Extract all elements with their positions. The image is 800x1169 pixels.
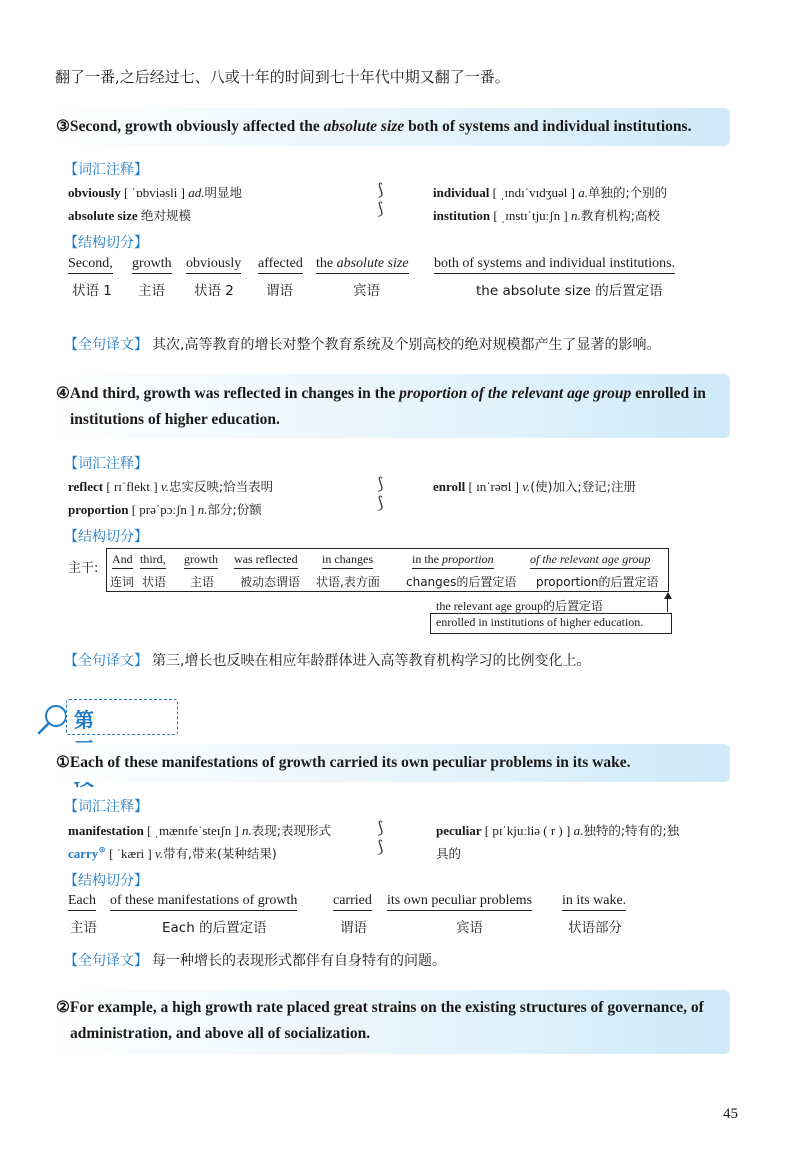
segment-label: 谓语	[266, 283, 293, 299]
segment-label: 状语部分	[568, 920, 622, 936]
structure-label: 【结构切分】	[64, 873, 148, 889]
top-line: 翻了一番,之后经过七、八或十年的时间到七十年代中期又翻了一番。	[55, 68, 510, 86]
section-title: 第	[74, 708, 94, 732]
box-label: 连词	[110, 575, 135, 589]
box-label: changes的后置定语	[406, 575, 517, 589]
box-word: growth	[184, 552, 218, 569]
segment-label: 状语 2	[194, 283, 234, 299]
vocab-item: absolute size 绝对规模	[68, 208, 191, 223]
segment: the absolute size	[316, 256, 409, 274]
segment-label: 宾语	[456, 920, 483, 936]
sentence-3: ③Second, growth obviously affected the absolute size both of systems and individual institutions.	[56, 118, 692, 135]
box-word: third,	[140, 552, 166, 569]
box-label: 被动态谓语	[240, 575, 301, 589]
segment: of these manifestations of growth	[110, 893, 297, 911]
translation: 【全句译文】 其次,高等教育的增长对整个教育系统及个别高校的绝对规模都产生了显著的影响。	[64, 337, 661, 353]
sub-label: the relevant age group的后置定语	[436, 599, 603, 613]
segment: in its wake.	[562, 893, 626, 911]
divider-squiggle: ⟆ ⟆	[377, 818, 384, 856]
page-number: 45	[723, 1106, 738, 1122]
p3-sentence-1: ①Each of these manifestations of growth carried its own peculiar problems in its wake.	[56, 754, 631, 771]
box-word: in the proportion	[412, 552, 494, 569]
segment: Each	[68, 893, 96, 911]
segment: affected	[258, 256, 303, 274]
vocab-label: 【词汇注释】	[64, 456, 148, 472]
box-label: 主语	[190, 575, 215, 589]
box-label: 状语	[142, 575, 167, 589]
box-label: proportion的后置定语	[536, 575, 659, 589]
segment-label: 状语 1	[72, 283, 112, 299]
vocab-item: enroll [ ɪnˈrəʊl ] v.(使)加入;登记;注册	[433, 479, 636, 494]
vocab-item: peculiar [ pɪˈkjuːliə ( r ) ] a.独特的;特有的;独	[436, 823, 680, 838]
structure-label: 【结构切分】	[64, 529, 148, 545]
segment-label: 宾语	[353, 283, 380, 299]
structure-label: 【结构切分】	[64, 235, 148, 251]
vocab-item: manifestation [ ˌmænɪfeˈsteɪʃn ] n.表现;表现形式	[68, 823, 332, 838]
vocab-item: proportion [ prəˈpɔːʃn ] n.部分;份额	[68, 502, 262, 517]
star-icon: ⊛	[98, 844, 106, 855]
vocab-item: reflect [ rɪˈflekt ] v.忠实反映;恰当表明	[68, 479, 274, 494]
segment: obviously	[186, 256, 241, 274]
arrow-up-icon	[664, 592, 672, 599]
vocab-item: individual [ ˌɪndɪˈvɪdʒuəl ] a.单独的;个别的	[433, 185, 668, 200]
sentence-4: ④And third, growth was reflected in changes in the proportion of the relevant age group enrolled in institutions of higher education.	[56, 385, 706, 428]
segment: Second,	[68, 256, 113, 274]
vocab-label: 【词汇注释】	[64, 162, 148, 178]
segment: carried	[333, 893, 372, 911]
box-label: 状语,表方面	[316, 575, 380, 589]
segment-label: Each 的后置定语	[162, 920, 267, 936]
divider-squiggle: ⟆ ⟆	[377, 180, 384, 218]
divider-squiggle: ⟆ ⟆	[377, 474, 384, 512]
arrow-line	[667, 598, 668, 612]
segment: its own peculiar problems	[387, 893, 532, 911]
box-word: And	[112, 552, 133, 569]
segment-label: 主语	[70, 920, 97, 936]
segment-label: 谓语	[340, 920, 367, 936]
vocab-item: obviously [ ˈɒbviəsli ] ad.明显地	[68, 185, 242, 200]
vocab-item-continued: 具的	[436, 846, 462, 861]
box-word: in changes	[322, 552, 373, 569]
segment-label: 主语	[138, 283, 165, 299]
box-word: of the relevant age group	[530, 552, 650, 569]
segment: growth	[132, 256, 172, 274]
translation: 【全句译文】 每一种增长的表现形式都伴有自身特有的问题。	[64, 953, 446, 969]
translation: 【全句译文】 第三,增长也反映在相应年龄群体进入高等教育机构学习的比例变化上。	[64, 653, 591, 669]
box-word: was reflected	[234, 552, 298, 569]
vocab-label: 【词汇注释】	[64, 799, 148, 815]
segment: both of systems and individual institutions.	[434, 256, 675, 274]
p3-sentence-2: ②For example, a high growth rate placed great strains on the existing structures of governance, of administration, and above all of socialization.	[56, 999, 704, 1042]
sub-box-text: enrolled in institutions of higher education.	[436, 615, 644, 629]
vocab-item: carry⊛ [ ˈkæri ] v.带有,带来(某种结果)	[68, 844, 277, 861]
segment-label: the absolute size 的后置定语	[476, 283, 663, 299]
main-stem-label: 主干:	[68, 561, 99, 576]
vocab-item: institution [ ˌɪnstɪˈtjuːʃn ] n.教育机构;高校	[433, 208, 660, 223]
